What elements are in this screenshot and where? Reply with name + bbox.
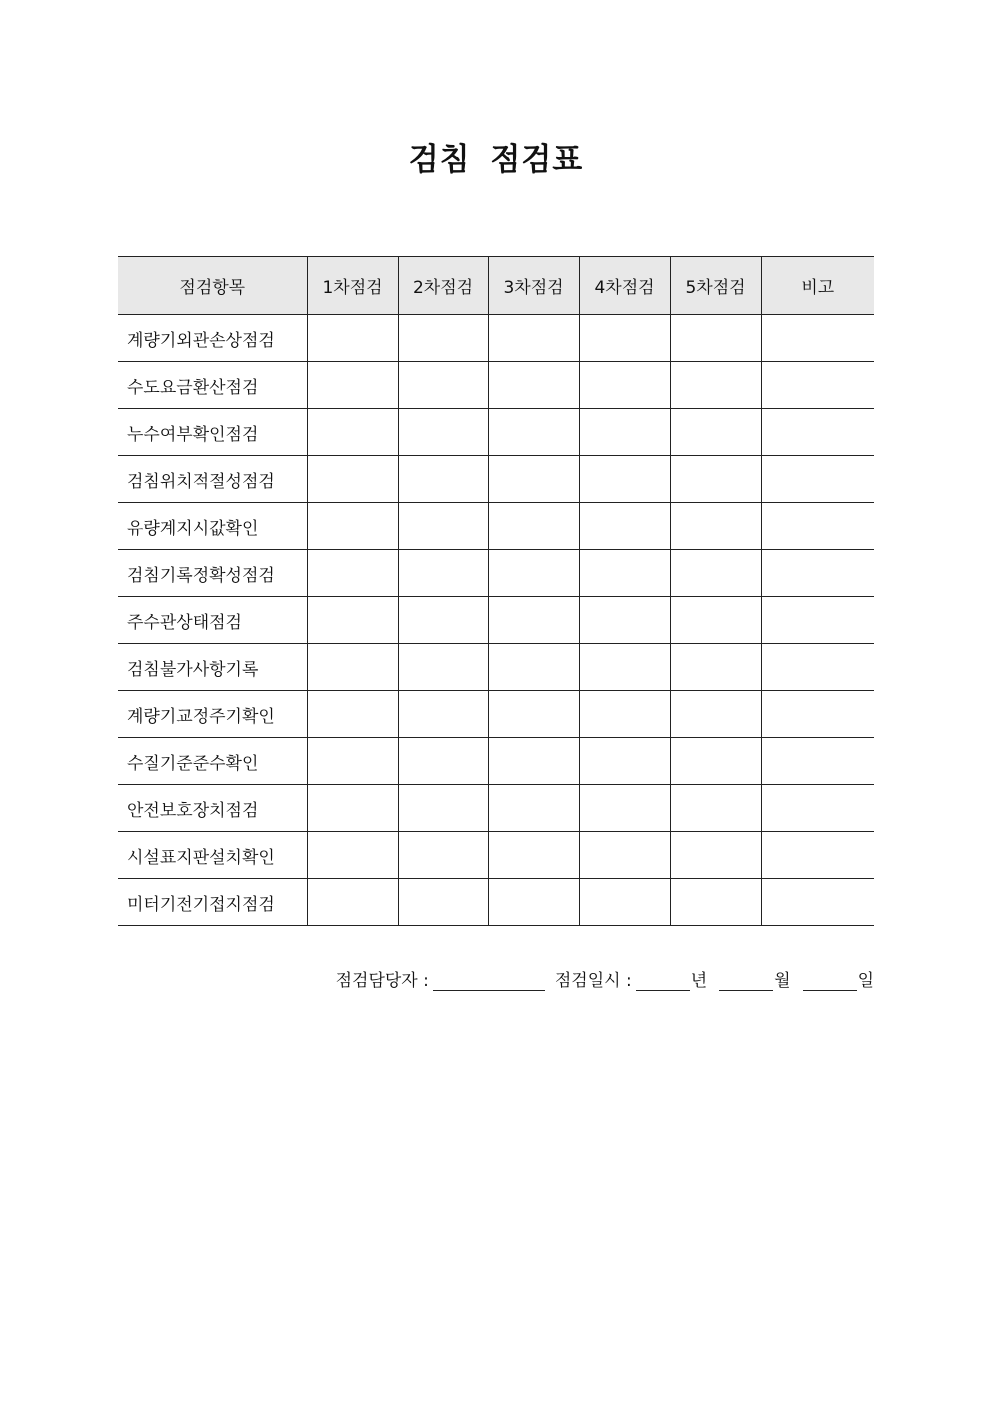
remarks-cell[interactable] <box>761 550 874 597</box>
check-5-cell[interactable] <box>670 409 761 456</box>
inspector-label: 점검담당자 : <box>335 971 429 991</box>
signature-line <box>336 966 874 991</box>
inspection-item-label: 계량기교정주기확인 <box>118 691 307 738</box>
check-5-cell[interactable] <box>670 550 761 597</box>
remarks-cell[interactable] <box>761 691 874 738</box>
table-row <box>118 879 874 926</box>
inspection-item-label: 누수여부확인점검 <box>118 409 307 456</box>
check-3-cell[interactable] <box>488 879 579 926</box>
header-item: 점검항목 <box>118 257 307 315</box>
check-4-cell[interactable] <box>579 691 670 738</box>
check-3-cell[interactable] <box>488 362 579 409</box>
check-2-cell[interactable] <box>398 550 488 597</box>
table-row <box>118 456 874 503</box>
check-1-cell[interactable] <box>307 785 398 832</box>
check-3-cell[interactable] <box>488 503 579 550</box>
month-field[interactable] <box>719 972 773 991</box>
page-title: 검침 점검표 <box>408 142 584 178</box>
check-5-cell[interactable] <box>670 879 761 926</box>
day-field[interactable] <box>803 972 857 991</box>
check-1-cell[interactable] <box>307 550 398 597</box>
check-1-cell[interactable] <box>307 644 398 691</box>
check-3-cell[interactable] <box>488 456 579 503</box>
check-5-cell[interactable] <box>670 456 761 503</box>
check-3-cell[interactable] <box>488 409 579 456</box>
inspection-item-label: 수질기준준수확인 <box>118 738 307 785</box>
remarks-cell[interactable] <box>761 879 874 926</box>
check-4-cell[interactable] <box>579 785 670 832</box>
inspection-item-label: 안전보호장치점검 <box>118 785 307 832</box>
check-1-cell[interactable] <box>307 879 398 926</box>
month-label: 월 <box>774 971 791 991</box>
check-2-cell[interactable] <box>398 691 488 738</box>
check-4-cell[interactable] <box>579 503 670 550</box>
table-row <box>118 738 874 785</box>
check-1-cell[interactable] <box>307 832 398 879</box>
inspection-item-label: 시설표지판설치확인 <box>118 832 307 879</box>
check-3-cell[interactable] <box>488 785 579 832</box>
remarks-cell[interactable] <box>761 738 874 785</box>
table-row <box>118 691 874 738</box>
remarks-cell[interactable] <box>761 362 874 409</box>
header-check-2: 2차점검 <box>398 257 488 315</box>
remarks-cell[interactable] <box>761 315 874 362</box>
remarks-cell[interactable] <box>761 644 874 691</box>
check-2-cell[interactable] <box>398 738 488 785</box>
header-check-4: 4차점검 <box>579 257 670 315</box>
table-header-row <box>118 257 874 315</box>
check-4-cell[interactable] <box>579 832 670 879</box>
table-row <box>118 362 874 409</box>
check-2-cell[interactable] <box>398 409 488 456</box>
header-check-3: 3차점검 <box>488 257 579 315</box>
check-2-cell[interactable] <box>398 456 488 503</box>
check-4-cell[interactable] <box>579 879 670 926</box>
remarks-cell[interactable] <box>761 785 874 832</box>
check-4-cell[interactable] <box>579 550 670 597</box>
check-1-cell[interactable] <box>307 597 398 644</box>
check-2-cell[interactable] <box>398 644 488 691</box>
check-3-cell[interactable] <box>488 738 579 785</box>
check-5-cell[interactable] <box>670 691 761 738</box>
check-5-cell[interactable] <box>670 362 761 409</box>
check-5-cell[interactable] <box>670 315 761 362</box>
inspection-table <box>118 256 874 926</box>
check-2-cell[interactable] <box>398 315 488 362</box>
table-row <box>118 832 874 879</box>
check-3-cell[interactable] <box>488 550 579 597</box>
check-5-cell[interactable] <box>670 832 761 879</box>
check-4-cell[interactable] <box>579 362 670 409</box>
inspection-item-label: 검침위치적절성점검 <box>118 456 307 503</box>
check-4-cell[interactable] <box>579 644 670 691</box>
check-2-cell[interactable] <box>398 597 488 644</box>
table-row <box>118 597 874 644</box>
check-4-cell[interactable] <box>579 738 670 785</box>
table-row <box>118 315 874 362</box>
check-3-cell[interactable] <box>488 691 579 738</box>
check-3-cell[interactable] <box>488 315 579 362</box>
check-2-cell[interactable] <box>398 503 488 550</box>
check-2-cell[interactable] <box>398 879 488 926</box>
remarks-cell[interactable] <box>761 597 874 644</box>
day-label: 일 <box>857 971 874 991</box>
remarks-cell[interactable] <box>761 456 874 503</box>
inspection-item-label: 검침불가사항기록 <box>118 644 307 691</box>
check-3-cell[interactable] <box>488 832 579 879</box>
date-label: 점검일시 : <box>554 971 632 991</box>
remarks-cell[interactable] <box>761 409 874 456</box>
check-1-cell[interactable] <box>307 503 398 550</box>
table-row <box>118 550 874 597</box>
inspection-item-label: 계량기외관손상점검 <box>118 315 307 362</box>
check-1-cell[interactable] <box>307 362 398 409</box>
check-1-cell[interactable] <box>307 738 398 785</box>
table-row <box>118 785 874 832</box>
table-row <box>118 503 874 550</box>
year-field[interactable] <box>636 972 690 991</box>
check-2-cell[interactable] <box>398 785 488 832</box>
remarks-cell[interactable] <box>761 832 874 879</box>
check-4-cell[interactable] <box>579 409 670 456</box>
check-2-cell[interactable] <box>398 362 488 409</box>
check-5-cell[interactable] <box>670 503 761 550</box>
check-1-cell[interactable] <box>307 456 398 503</box>
check-5-cell[interactable] <box>670 738 761 785</box>
year-label: 년 <box>690 971 708 991</box>
check-3-cell[interactable] <box>488 644 579 691</box>
check-1-cell[interactable] <box>307 691 398 738</box>
header-check-1: 1차점검 <box>307 257 398 315</box>
remarks-cell[interactable] <box>761 503 874 550</box>
check-1-cell[interactable] <box>307 315 398 362</box>
check-4-cell[interactable] <box>579 456 670 503</box>
table-row <box>118 409 874 456</box>
inspection-item-label: 주수관상태점검 <box>118 597 307 644</box>
check-4-cell[interactable] <box>579 315 670 362</box>
check-2-cell[interactable] <box>398 832 488 879</box>
inspection-item-label: 미터기전기접지점검 <box>118 879 307 926</box>
inspector-name-field[interactable] <box>433 972 545 991</box>
check-5-cell[interactable] <box>670 785 761 832</box>
check-1-cell[interactable] <box>307 409 398 456</box>
header-remarks: 비고 <box>761 257 874 315</box>
inspection-item-label: 수도요금환산점검 <box>118 362 307 409</box>
inspection-item-label: 검침기록정확성점검 <box>118 550 307 597</box>
check-4-cell[interactable] <box>579 597 670 644</box>
check-3-cell[interactable] <box>488 597 579 644</box>
check-5-cell[interactable] <box>670 644 761 691</box>
inspection-item-label: 유량계지시값확인 <box>118 503 307 550</box>
check-5-cell[interactable] <box>670 597 761 644</box>
table-row <box>118 644 874 691</box>
header-check-5: 5차점검 <box>670 257 761 315</box>
